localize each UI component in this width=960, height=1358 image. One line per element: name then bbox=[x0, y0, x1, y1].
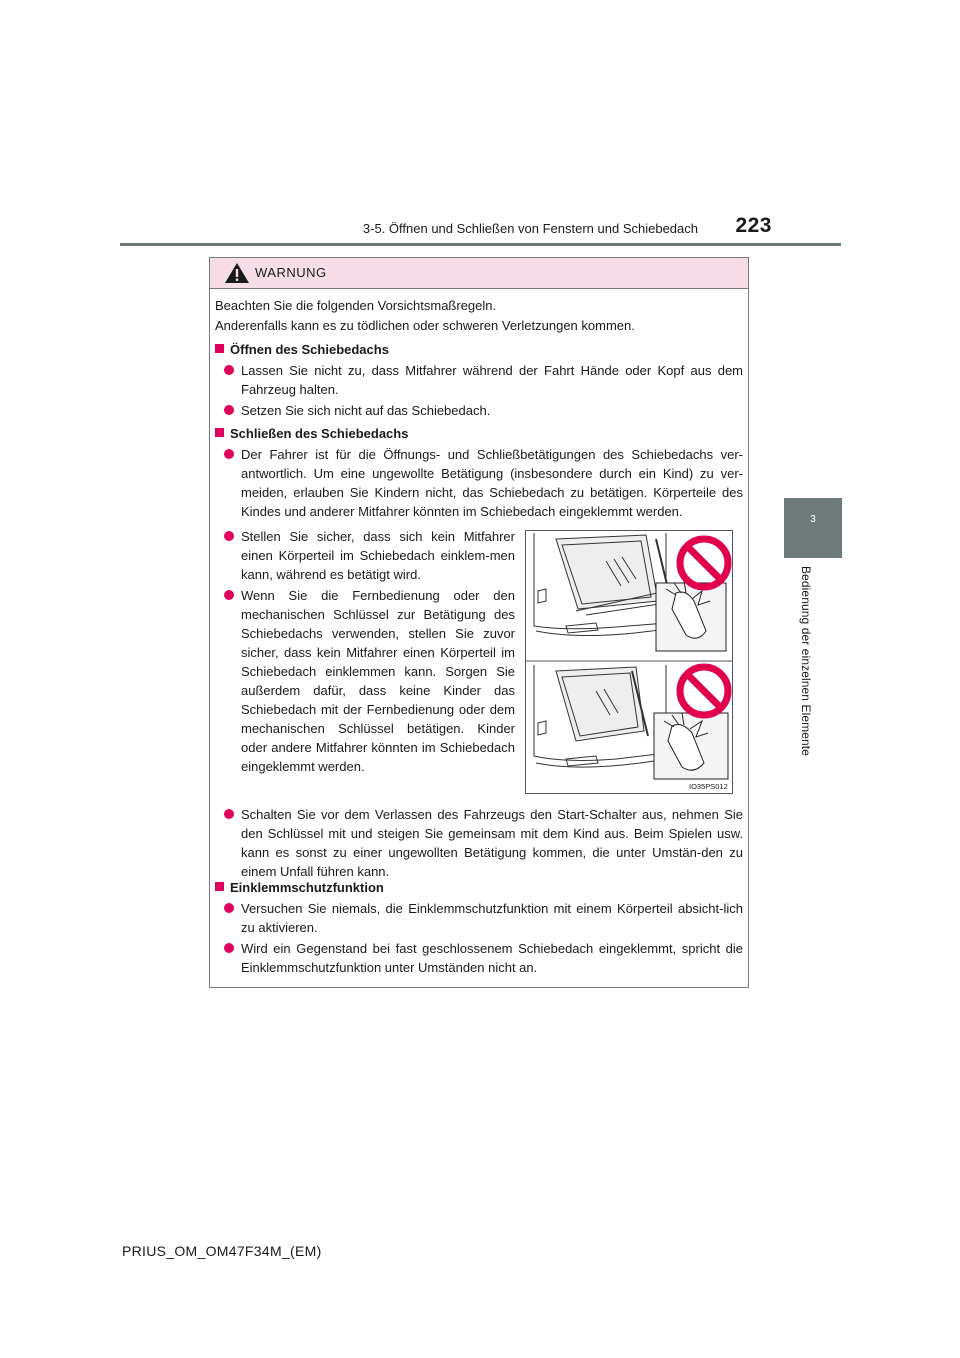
header-rule bbox=[120, 243, 841, 246]
list-item: Setzen Sie sich nicht auf das Schiebedach. bbox=[241, 401, 743, 420]
square-bullet-icon bbox=[215, 344, 224, 353]
warning-triangle-icon bbox=[224, 262, 250, 284]
chapter-tab bbox=[784, 498, 842, 558]
list-item: Der Fahrer ist für die Öffnungs- und Schließbetätigungen des Schiebedachs ver-antwortlich. Um eine ungewollte Betätigung (insbesondere durch ein Kind) zu ver-meiden, erlauben Sie Kindern nicht, das Schiebedach zu betätigen. Körperteile des Kindes und anderer Mitfahrer könnten im Schiebedach eingeklemmt werden. bbox=[241, 445, 743, 521]
round-bullet-icon bbox=[224, 531, 234, 541]
round-bullet-icon bbox=[224, 903, 234, 913]
round-bullet-icon bbox=[224, 365, 234, 375]
list-item: Wird ein Gegenstand bei fast geschlossenem Schiebedach eingeklemmt, spricht die Einklemmschutzfunktion unter Umständen nicht an. bbox=[241, 939, 743, 977]
illustration-code: IO35PS012 bbox=[689, 782, 728, 791]
list-item: Lassen Sie nicht zu, dass Mitfahrer während der Fahrt Hände oder Kopf aus dem Fahrzeug halten. bbox=[241, 361, 743, 399]
round-bullet-icon bbox=[224, 449, 234, 459]
section-heading-open: Öffnen des Schiebedachs bbox=[215, 340, 389, 359]
list-item: Stellen Sie sicher, dass sich kein Mitfahrer einen Körperteil im Schiebedach einklem-men kann, während es betätigt wird. bbox=[241, 527, 515, 584]
sunroof-illustration-drawing bbox=[526, 531, 732, 793]
list-item: Schalten Sie vor dem Verlassen des Fahrzeugs den Start-Schalter aus, nehmen Sie den Schlüssel mit und steigen Sie gemeinsam mit dem Kind aus. Beim Spielen usw. kann es sonst zu einer ungewollten Betätigung kommen, die unter Umstän-den zu einem Unfall führen kann. bbox=[241, 805, 743, 881]
square-bullet-icon bbox=[215, 428, 224, 437]
warning-title: WARNUNG bbox=[255, 265, 327, 280]
document-code: PRIUS_OM_OM47F34M_(EM) bbox=[122, 1243, 322, 1259]
prohibition-icon bbox=[680, 667, 728, 715]
prohibition-icon bbox=[680, 539, 728, 587]
warning-header bbox=[210, 258, 748, 289]
round-bullet-icon bbox=[224, 590, 234, 600]
warning-intro-line-1: Beachten Sie die folgenden Vorsichtsmaßregeln. bbox=[215, 298, 497, 313]
list-item: Wenn Sie die Fernbedienung oder den mechanischen Schlüssel zur Betätigung des Schiebedachs verwenden, stellen Sie zuvor sicher, dass kein Mitfahrer einen Körperteil im Schiebedach einklemmen kann. Sorgen Sie außerdem dafür, dass keine Kinder das Schiebedach mit der Fernbedienung oder dem mechanischen Schlüssel betätigen. Kinder oder andere Mitfahrer könnten im Schiebedach eingeklemmt werden. bbox=[241, 586, 515, 776]
section-title: 3-5. Öffnen und Schließen von Fenstern und Schiebedach bbox=[362, 221, 698, 236]
page-number: 223 bbox=[735, 214, 772, 237]
round-bullet-icon bbox=[224, 943, 234, 953]
section-heading-close: Schließen des Schiebedachs bbox=[215, 424, 408, 443]
square-bullet-icon bbox=[215, 882, 224, 891]
warning-intro-line-2: Anderenfalls kann es zu tödlichen oder schweren Verletzungen kommen. bbox=[215, 318, 635, 333]
list-item: Versuchen Sie niemals, die Einklemmschutzfunktion mit einem Körperteil absicht-lich zu aktivieren. bbox=[241, 899, 743, 937]
round-bullet-icon bbox=[224, 405, 234, 415]
chapter-label: Bedienung der einzelnen Elemente bbox=[799, 566, 813, 757]
sunroof-warning-illustration bbox=[525, 530, 733, 794]
chapter-number: 3 bbox=[810, 514, 816, 525]
section-heading-anti-pinch: Einklemmschutzfunktion bbox=[215, 878, 384, 897]
round-bullet-icon bbox=[224, 809, 234, 819]
